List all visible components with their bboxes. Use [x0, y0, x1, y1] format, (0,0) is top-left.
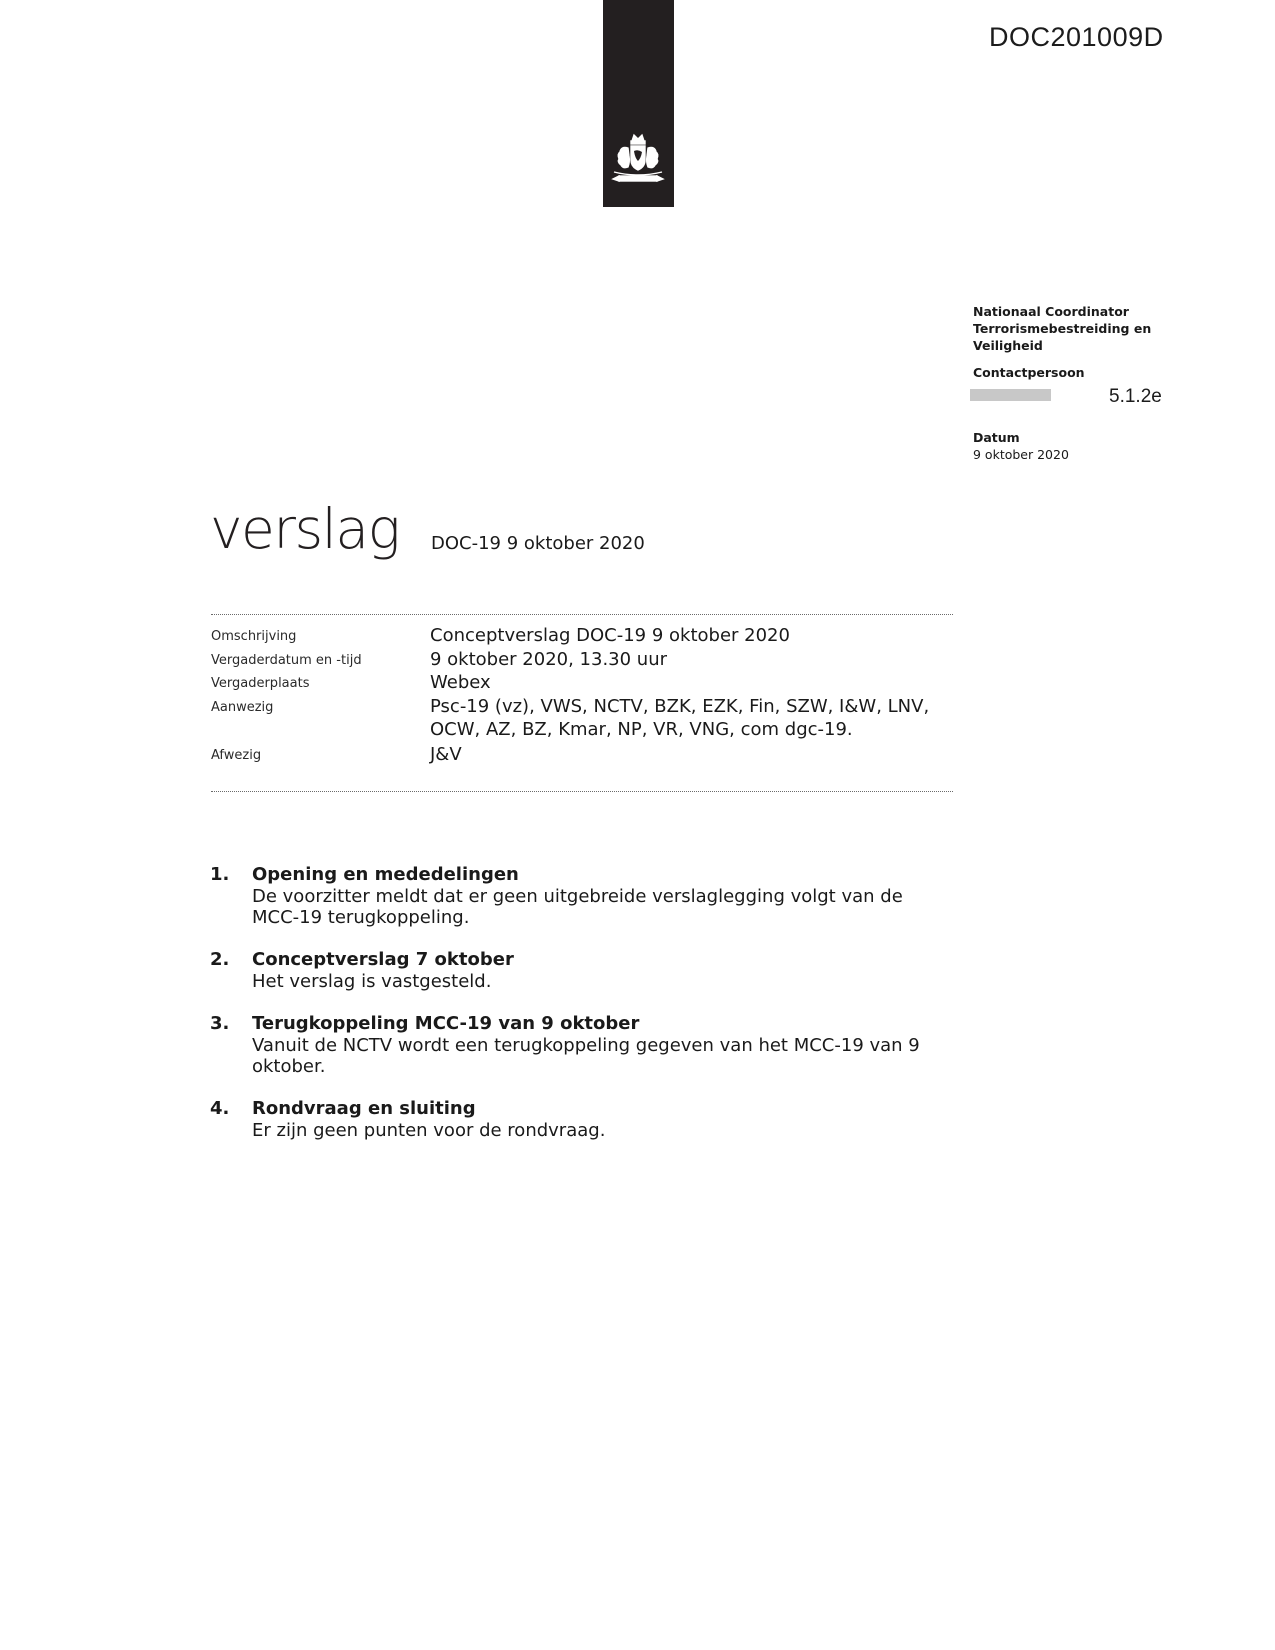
agenda-item [210, 864, 950, 928]
divider-bottom [211, 791, 953, 792]
agenda-number: 4. [210, 1098, 230, 1119]
agenda-list [210, 864, 950, 1162]
agenda-title: Conceptverslag 7 oktober [252, 949, 514, 970]
logo-band [603, 0, 674, 207]
agenda-text: Vanuit de NCTV wordt een terugkoppeling gegeven van het MCC-19 van 9 oktober. [252, 1035, 920, 1077]
agenda-text: Het verslag is vastgesteld. [252, 971, 492, 992]
agenda-item [210, 1013, 950, 1077]
meta-value: J&V [430, 744, 462, 765]
date-value: 9 oktober 2020 [973, 447, 1069, 462]
agenda-text: Er zijn geen punten voor de rondvraag. [252, 1120, 606, 1141]
agenda-number: 2. [210, 949, 230, 970]
date-label: Datum [973, 430, 1020, 445]
document-id: DOC201009D [989, 22, 1164, 52]
sender-block [973, 303, 1193, 463]
agenda-title: Terugkoppeling MCC-19 van 9 oktober [252, 1013, 640, 1034]
meta-value: Conceptverslag DOC-19 9 oktober 2020 [430, 625, 790, 646]
meta-value: Psc-19 (vz), VWS, NCTV, BZK, EZK, Fin, SZW, I&W, LNV, OCW, AZ, BZ, Kmar, NP, VR, VNG, com dgc-19. [430, 696, 930, 740]
meta-label: Aanwezig [211, 700, 274, 715]
meta-label: Omschrijving [211, 629, 297, 644]
meta-label: Vergaderplaats [211, 676, 310, 691]
coat-of-arms-icon [608, 132, 669, 190]
agenda-body [252, 1098, 952, 1141]
meta-value: 9 oktober 2020, 13.30 uur [430, 649, 668, 670]
agenda-body [252, 1013, 952, 1077]
document-subject: DOC-19 9 oktober 2020 [431, 533, 645, 554]
agenda-body [252, 864, 952, 928]
divider-top [211, 614, 953, 615]
organization-name: Nationaal Coordinator Terrorismebestreiding en Veiligheid [973, 304, 1152, 353]
agenda-item [210, 1098, 950, 1141]
document-type: verslag [210, 497, 400, 561]
contact-redaction [973, 385, 1193, 409]
agenda-text: De voorzitter meldt dat er geen uitgebreide verslaglegging volgt van de MCC-19 terugkoppeling. [252, 886, 903, 928]
agenda-item [210, 949, 950, 992]
agenda-title: Rondvraag en sluiting [252, 1098, 476, 1119]
agenda-number: 3. [210, 1013, 230, 1034]
redaction-bar [970, 389, 1051, 401]
agenda-title: Opening en mededelingen [252, 864, 519, 885]
contact-label: Contactpersoon [973, 365, 1085, 380]
meta-value: Webex [430, 672, 491, 693]
agenda-body [252, 949, 952, 992]
redaction-code: 5.1.2e [1109, 386, 1162, 407]
meta-label: Afwezig [211, 748, 262, 763]
meta-label: Vergaderdatum en -tijd [211, 653, 362, 668]
agenda-number: 1. [210, 864, 230, 885]
